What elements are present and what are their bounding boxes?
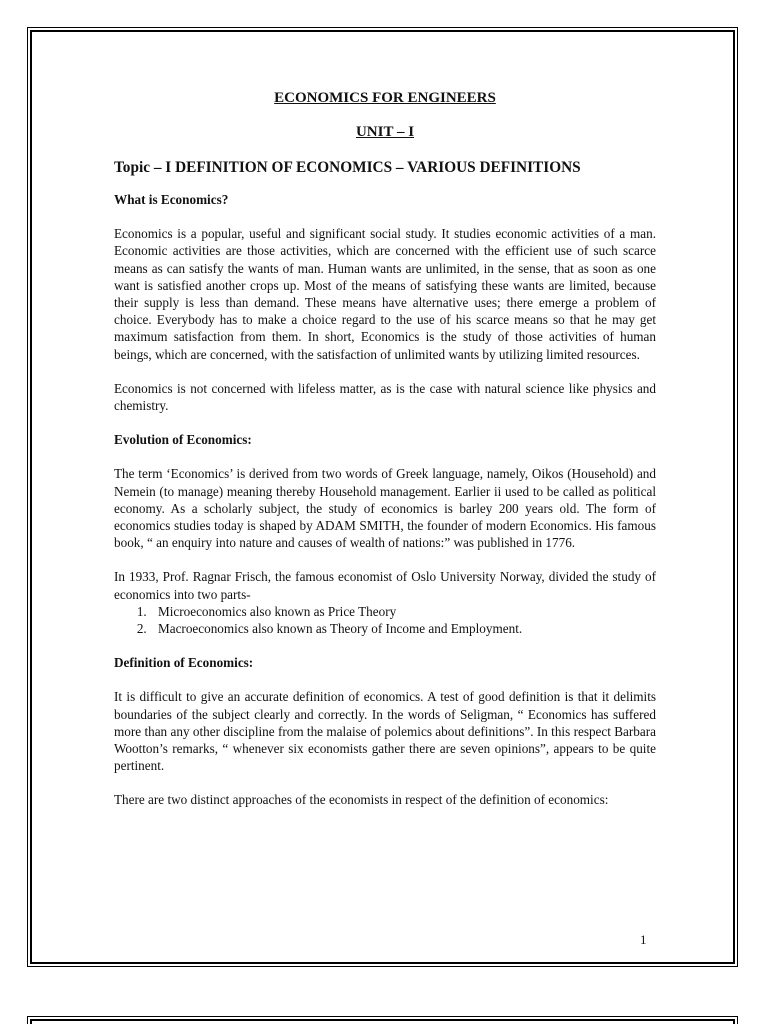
paragraph: In 1933, Prof. Ragnar Frisch, the famous economist of Oslo University Norway, divided the study of economics into two parts- — [114, 569, 656, 602]
page-number: 1 — [640, 932, 647, 947]
section-heading-what-is: What is Economics? — [114, 192, 229, 207]
paragraph: The term ‘Economics’ is derived from two words of Greek language, namely, Oikos (Household) and Nemein (to manage) meaning thereby Household management. Earlier ii used to be called as political economy. As a scholarly subject, the study of economics is barley 200 years old. The form of economics studies today is shaped by ADAM SMITH, the founder of modern Economics. His famous book, “ an enquiry into nature and causes of wealth of nations:” was published in 1776. — [114, 466, 656, 551]
list-item: 2. Macroeconomics also known as Theory of Income and Employment. — [150, 620, 656, 637]
list-item: 1. Microeconomics also known as Price Theory — [150, 603, 656, 620]
topic-heading: Topic – I DEFINITION OF ECONOMICS – VARIOUS DEFINITIONS — [114, 159, 581, 176]
paragraph: Economics is a popular, useful and significant social study. It studies economic activities of a man. Economic activities are those activities, which are concerned with the efficient use of such scarce means as can satisfy the wants of man. Human wants are unlimited, in the sense, that as soon as one want is satisfied another crops up. Most of the means of satisfying these wants are limited, because their supply is less than demand. These means have alternative uses; there emerge a problem of choice. Everybody has to make a choice regard to the use of his scarce means so that he may get maximum satisfaction from them. In short, Economics is the study of those activities of human beings, which are concerned, with the satisfaction of unlimited wants by utilizing limited resources. — [114, 226, 656, 362]
unit-heading: UNIT – I — [355, 124, 415, 140]
paragraph: There are two distinct approaches of the economists in respect of the definition of economics: — [114, 792, 609, 808]
section-heading-evolution: Evolution of Economics: — [114, 432, 252, 448]
paragraph: It is difficult to give an accurate definition of economics. A test of good definition is that it delimits boundaries of the subject clearly and correctly. In the words of Seligman, “ Economics has suffered more than any other discipline from the malaise of polemics about definitions”. In this respect Barbara Wootton’s remarks, “ whenever six economists gather there are seven opinions”, appears to be quite pertinent. — [114, 689, 656, 774]
document-title: ECONOMICS FOR ENGINEERS — [274, 90, 496, 106]
next-page-border-inner — [30, 1019, 735, 1024]
section-heading-definition: Definition of Economics: — [114, 655, 254, 671]
page-content — [114, 88, 656, 826]
paragraph: Economics is not concerned with lifeless matter, as is the case with natural science like physics and chemistry. — [114, 380, 656, 414]
numbered-list — [114, 603, 656, 637]
